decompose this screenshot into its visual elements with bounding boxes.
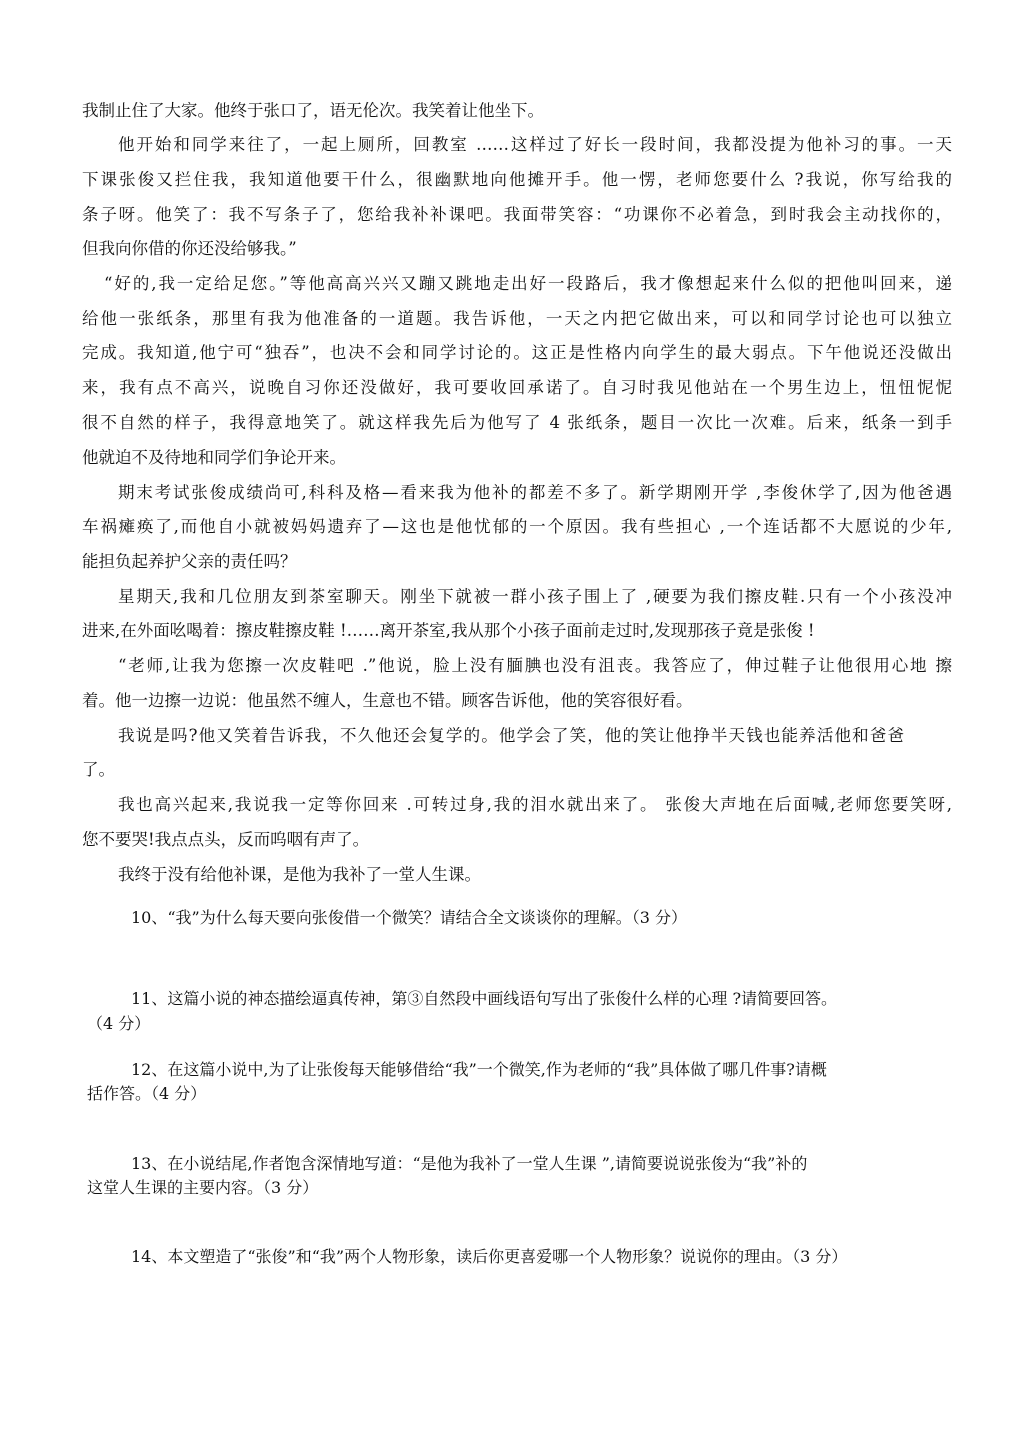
story-line: 期末考试张俊成绩尚可,科科及格—看来我为他补的都差不多了。新学期刚开学 ,李俊休学了,因为他爸遇 [118, 483, 952, 502]
story-line: “好的,我一定给足您。”等他高高兴兴又蹦又跳地走出好一段路后，我才像想起来什么似的把他叫回来，递 [104, 274, 952, 293]
story-line: 但我向你借的你还没给够我。” [82, 239, 297, 258]
story-line: 您不要哭!我点点头，反而呜咽有声了。 [82, 830, 370, 849]
story-line: 我制止住了大家。他终于张口了，语无伦次。我笑着让他坐下。 [82, 101, 544, 120]
story-line: 很不自然的样子，我得意地笑了。就这样我先后为他写了 4 张纸条，题目一次比一次难。后来，纸条一到手 [82, 413, 952, 432]
question-10: 10、“我”为什么每天要向张俊借一个微笑？请结合全文谈谈你的理解。（3 分） [131, 908, 687, 927]
question-13: 13、在小说结尾,作者饱含深情地写道：“是他为我补了一堂人生课 ”,请简要说说张俊为“我”补的 [131, 1154, 808, 1173]
story-line: 着。他一边擦一边说：他虽然不缠人，生意也不错。顾客告诉他，他的笑容很好看。 [82, 691, 693, 710]
story-line: 我终于没有给他补课，是他为我补了一堂人生课。 [118, 865, 481, 884]
story-line: 他就迫不及待地和同学们争论开来。 [82, 448, 346, 467]
story-line: 下课张俊又拦住我，我知道他要干什么，很幽默地向他摊开手。他一愣，老师您要什么 ?我说，你写给我的 [82, 170, 952, 189]
story-line: 条子呀。他笑了：我不写条子了，您给我补补课吧。我面带笑容：“功课你不必着急，到时我会主动找你的， [82, 205, 952, 224]
story-line: 星期天,我和几位朋友到茶室聊天。刚坐下就被一群小孩子围上了 ,硬要为我们擦皮鞋.只有一个小孩没冲 [118, 587, 952, 606]
story-line: 我也高兴起来,我说我一定等你回来 .可转过身,我的泪水就出来了。 张俊大声地在后面喊,老师您要笑呀, [118, 795, 952, 814]
story-line: “老师,让我为您擦一次皮鞋吧 .”他说，脸上没有腼腆也没有沮丧。我答应了，伸过鞋子让他很用心地 擦 [118, 656, 952, 675]
story-line: 能担负起养护父亲的责任吗？ [82, 552, 297, 571]
question-14: 14、本文塑造了“张俊”和“我”两个人物形象，读后你更喜爱哪一个人物形象？说说你的理由。（3 分） [131, 1247, 848, 1266]
story-line: 车祸瘫痪了,而他自小就被妈妈遗弃了—这也是他忧郁的一个原因。我有些担心 ,一个连话都不大愿说的少年, [82, 517, 952, 536]
story-line: 我说是吗?他又笑着告诉我，不久他还会复学的。他学会了笑，他的笑让他挣半天钱也能养活他和爸爸 [118, 726, 904, 745]
question-11: 11、这篇小说的神态描绘逼真传神，第③自然段中画线语句写出了张俊什么样的心理 ?请简要回答。 [131, 989, 838, 1008]
story-line: 他开始和同学来往了，一起上厕所，回教室 ……这样过了好长一段时间，我都没提为他补习的事。一天 [118, 135, 952, 154]
question-13-continued: 这堂人生课的主要内容。（3 分） [87, 1178, 319, 1197]
story-line: 进来,在外面吆喝着：擦皮鞋擦皮鞋 !……离开茶室,我从那个小孩子面前走过时,发现那孩子竟是张俊 ! [82, 621, 815, 640]
story-line: 给他一张纸条，那里有我为他准备的一道题。我告诉他，一天之内把它做出来，可以和同学讨论也可以独立 [82, 309, 952, 328]
story-line: 完成。我知道,他宁可“独吞”，也决不会和同学讨论的。这正是性格内向学生的最大弱点。下午他说还没做出 [82, 343, 952, 362]
story-line: 来，我有点不高兴，说晚自习你还没做好，我可要收回承诺了。自习时我见他站在一个男生边上，忸忸怩怩 [82, 378, 952, 397]
question-12: 12、在这篇小说中,为了让张俊每天能够借给“我”一个微笑,作为老师的“我”具体做了哪几件事?请概 [131, 1060, 827, 1079]
question-12-continued: 括作答。（4 分） [87, 1084, 207, 1103]
story-line: 了。 [82, 760, 115, 779]
question-11-score: （4 分） [87, 1014, 151, 1033]
